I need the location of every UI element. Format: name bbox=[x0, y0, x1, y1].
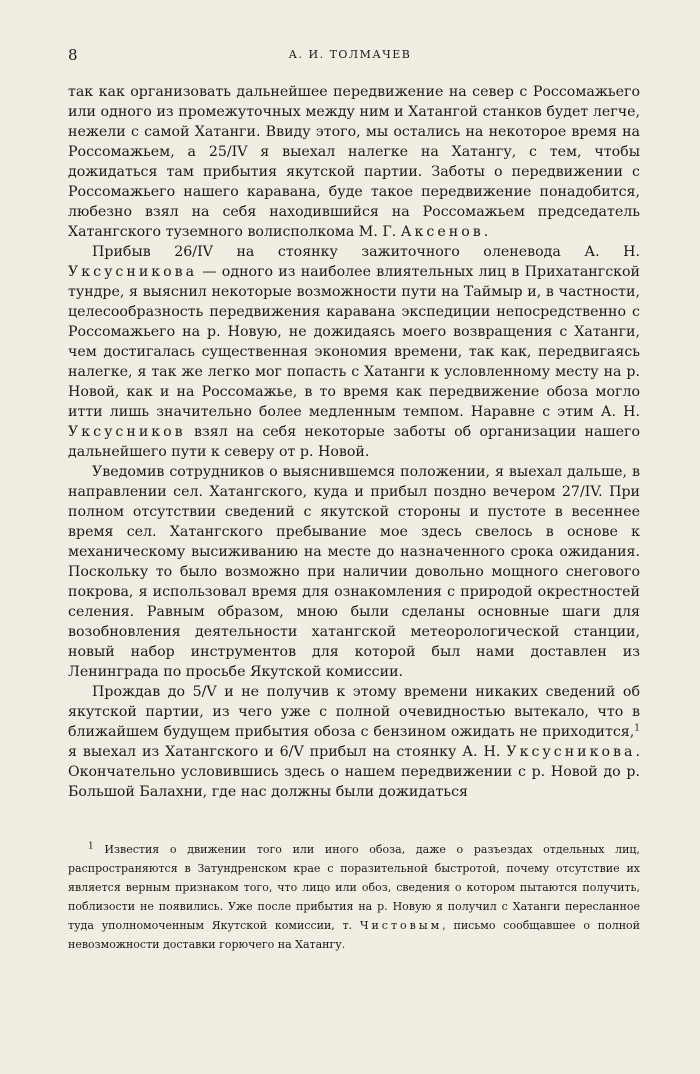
footnote-number: 1 bbox=[88, 841, 94, 852]
paragraph-4 bbox=[68, 682, 640, 802]
person-name-aksenov: Аксенов bbox=[400, 224, 484, 240]
footnote-1 bbox=[68, 840, 640, 954]
paragraph-4-text-a: Прождав до 5/V и не получив к этому времени никаких сведений об якутской партии, из чего уже с полной очевидностью вытекало, что в ближайшем будущем прибытия обоза с бензином ожидать не приходится, bbox=[68, 684, 640, 740]
person-name-uksusnikov-2: Уксусников bbox=[68, 424, 186, 440]
footnote-text-b: , письмо сообщавшее о полной невозможности доставки горючего на Хатангу. bbox=[68, 919, 640, 951]
paragraph-1 bbox=[68, 82, 640, 242]
page-number: 8 bbox=[68, 46, 78, 64]
footnote-marker: 1 bbox=[634, 723, 640, 734]
running-title: А. И. ТОЛМАЧЕВ bbox=[288, 48, 412, 61]
paragraph-2 bbox=[68, 242, 640, 462]
person-name-chistov: Чистовым bbox=[359, 919, 443, 932]
footnotes bbox=[68, 840, 640, 954]
paragraph-2-text-a: Прибыв 26/IV на стоянку зажиточного оленевода А. Н. bbox=[92, 244, 640, 260]
paragraph-3: Уведомив сотрудников о выяснившемся положении, я выехал дальше, в направлении сел. Хатангского, куда и прибыл поздно вечером 27/IV. При полном отсутствии сведений с якутской стороны и пустоте в весеннее время сел. Хатангского пребывание мое здесь свелось в основе к механическому высиживанию на месте до назначенного срока ожидания. Поскольку то было возможно при наличии довольно мощного снегового покрова, я использовал время для ознакомления с природой окрестностей селения. Равным образом, мною были сделаны основные шаги для возобновления деятельности хатангской метеорологической станции, новый набор инструментов для которой был нами доставлен из Ленинграда по просьбе Якутской комиссии. bbox=[68, 464, 640, 680]
paragraph-1-end: . bbox=[483, 224, 489, 240]
paragraph-4-text-b: я выехал из Хатангского и 6/V прибыл на стоянку А. Н. bbox=[68, 744, 507, 760]
paragraph-1-text: так как организовать дальнейшее передвижение на север с Россомажьего или одного из промежуточных между ним и Хатангой станков будет легче, нежели с самой Хатанги. Ввиду этого, мы остались на некоторое время на Россомажьем, а 25/IV я выехал налегке на Хатангу, с тем, чтобы дожидаться там прибытия якутской партии. Заботы о передвижении с Россомажьего нашего каравана, буде такое передвижение понадобится, любезно взял на себя находившийся на Россомажьем председатель Хатангского туземного волисполкома М. Г. bbox=[68, 84, 640, 240]
main-text bbox=[68, 82, 640, 802]
paragraph-2-text-c: взял на себя некоторые заботы об организации нашего дальнейшего пути к северу от р. Новой. bbox=[68, 424, 640, 460]
person-name-uksusnikov: Уксусникова bbox=[68, 264, 198, 280]
paragraph-2-text-b: — одного из наиболее влиятельных лиц в Прихатангской тундре, я выяснил некоторые возможности пути на Таймыр и, в частности, целесообразность передвижения каравана экспедиции непосредственно с Россомажьего на р. Новую, не дожидаясь моего возвращения с Хатанги, чем достигалась существенная экономия времени, так как, передвигаясь налегке, я так же легко мог попасть с Хатанги к условленному месту на р. Новой, как и на Россомажье, в то время как передвижение обоза могло итти лишь значительно более медленным темпом. Наравне с этим А. Н. bbox=[68, 264, 640, 420]
person-name-uksusnikov-3: Уксусникова bbox=[506, 744, 636, 760]
paragraph-4-text-c: . Окончательно условившись здесь о нашем передвижении с р. Новой до р. Большой Балахни, где нас должны были дожидаться bbox=[68, 744, 640, 800]
footnote-text-a: Известия о движении того или иного обоза, даже о разъездах отдельных лиц, распространяются в Затундренском крае с поразительной быстротой, почему отсутствие их является верным признаком того, что лицо или обоз, сведения о котором пытаются получить, поблизости не появились. Уже после прибытия на р. Новую я получил с Хатанги пересланное туда уполномоченным Якутской комиссии, т. bbox=[68, 843, 640, 932]
